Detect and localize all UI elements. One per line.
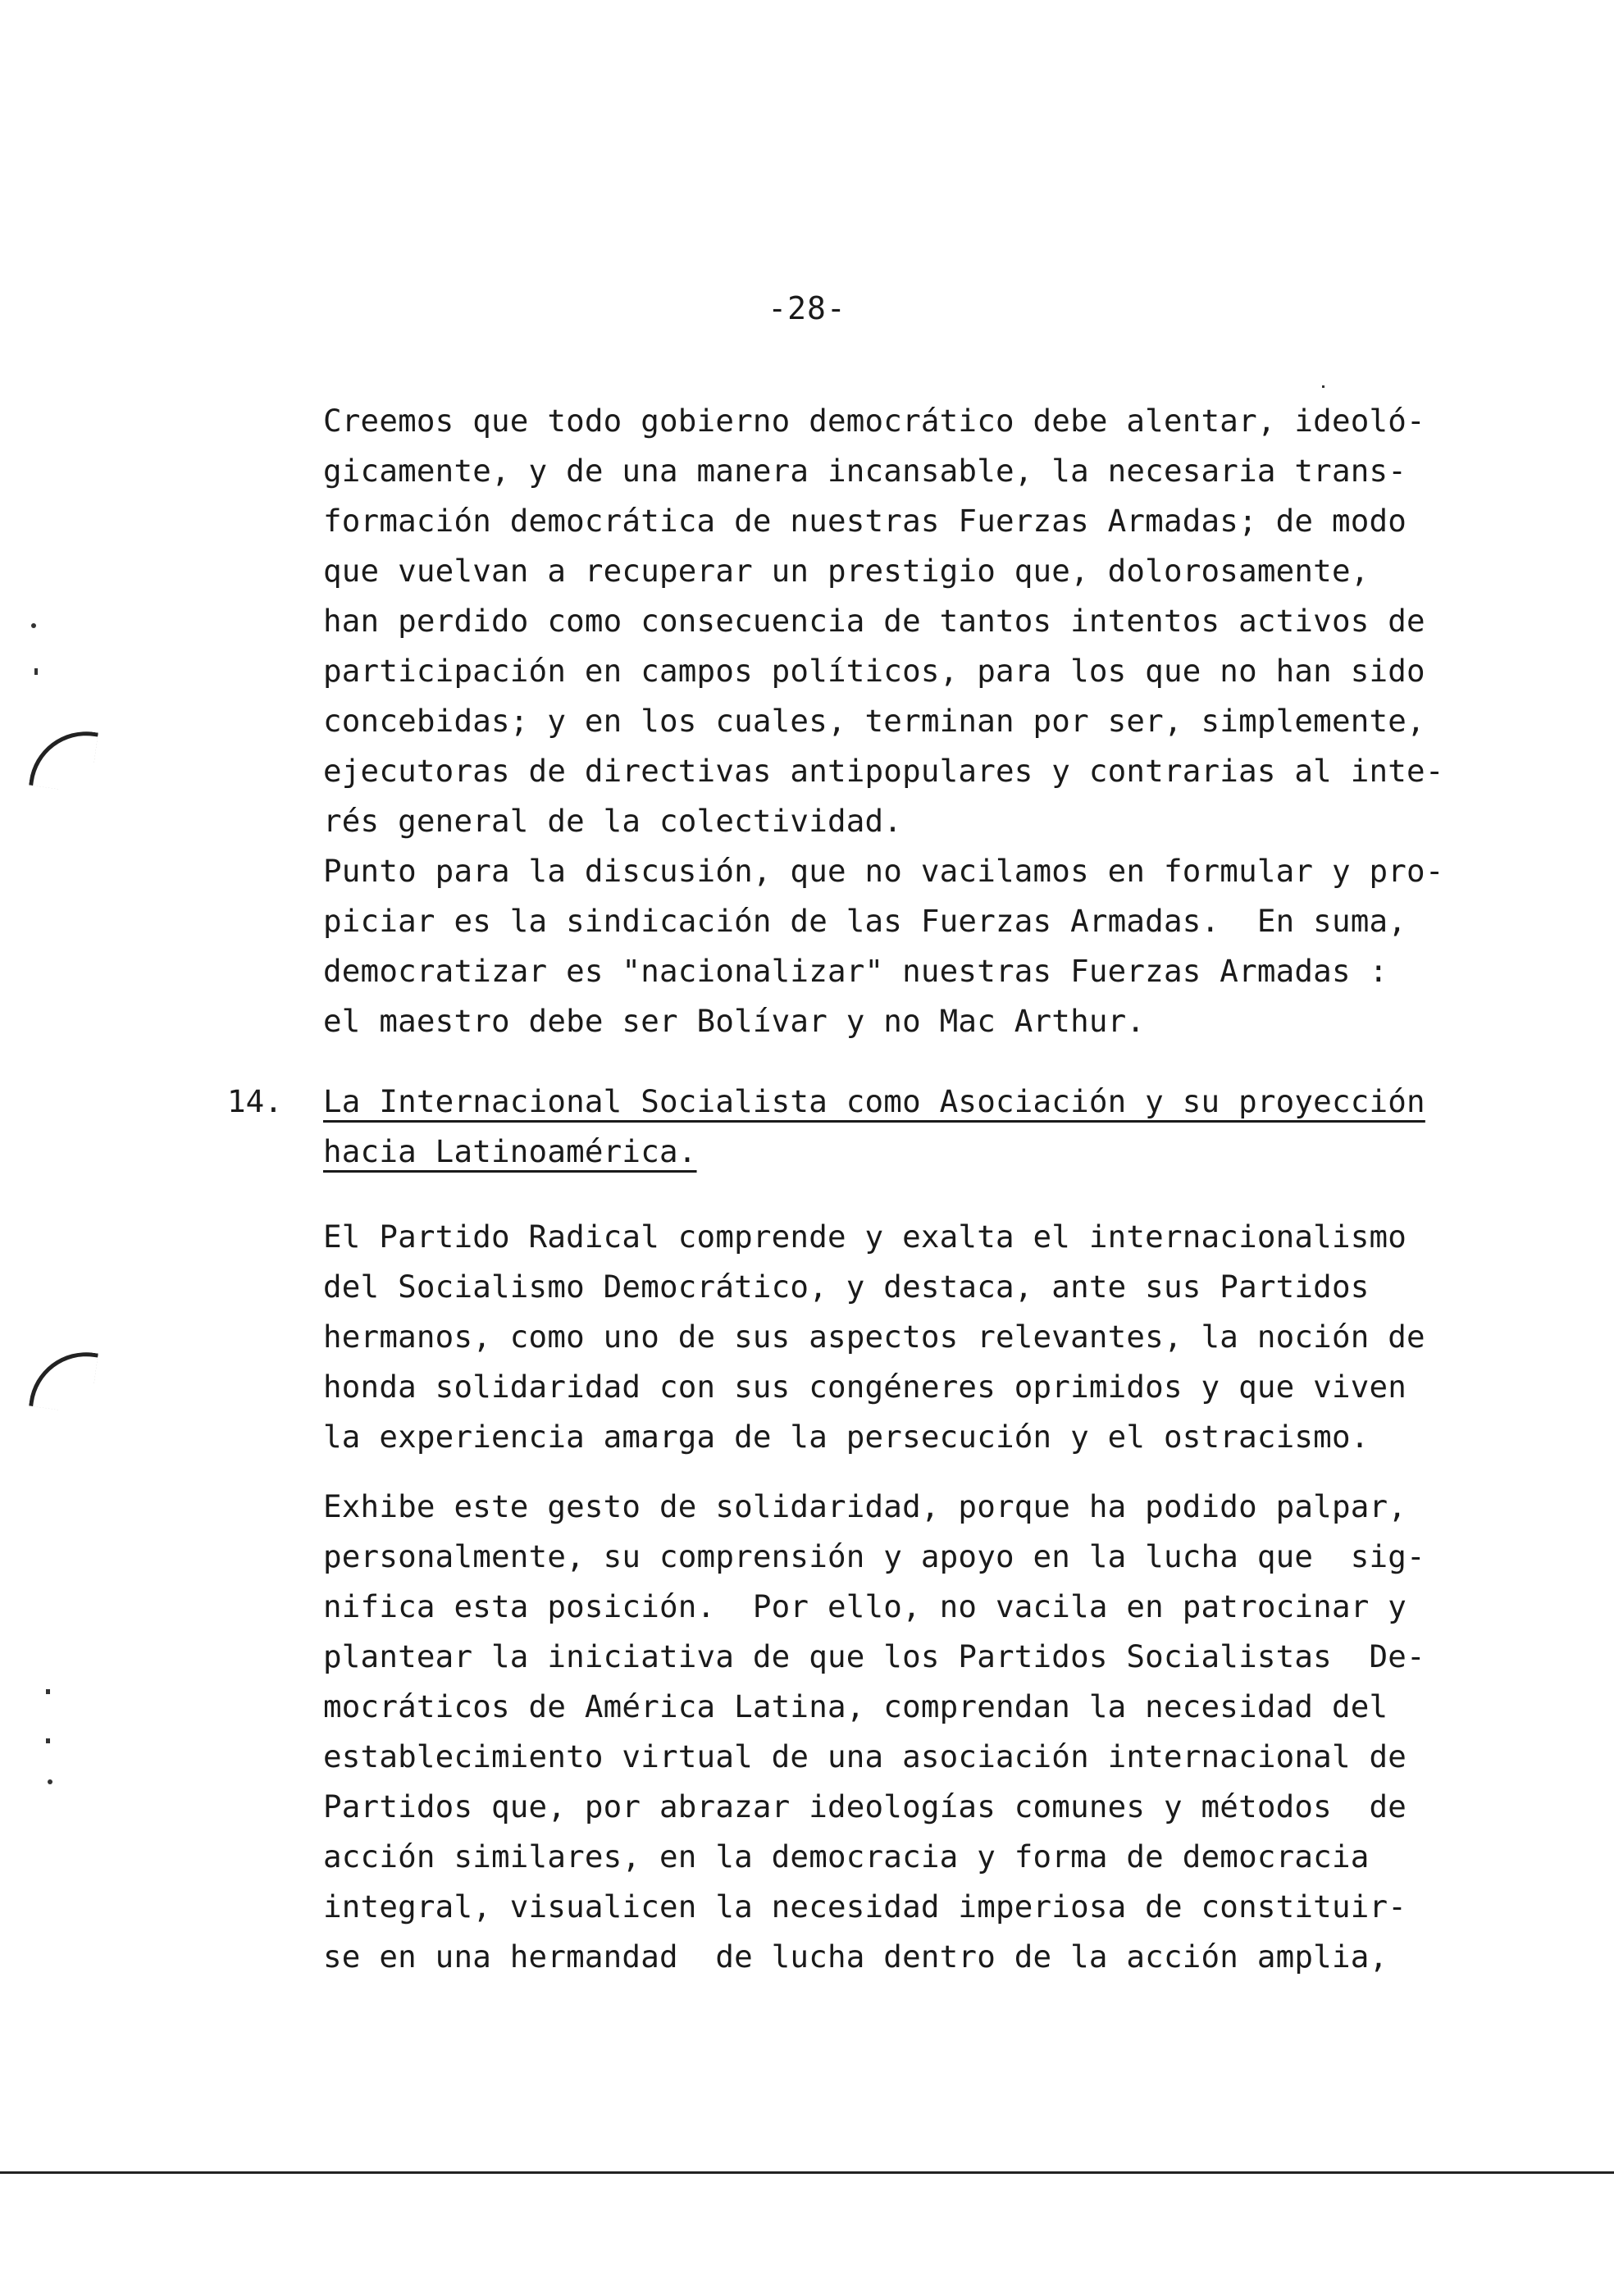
text-line: hermanos, como uno de sus aspectos relevantes, la noción de bbox=[323, 1319, 1425, 1355]
heading-line: La Internacional Socialista como Asociación y su proyección bbox=[323, 1083, 1425, 1119]
text-line: Exhibe este gesto de solidaridad, porque ha podido palpar, bbox=[323, 1488, 1407, 1524]
scan-speck bbox=[46, 1738, 50, 1743]
text-line: personalmente, su comprensión y apoyo en la lucha que sig- bbox=[323, 1538, 1425, 1574]
scan-speck bbox=[31, 623, 36, 628]
heading-line: hacia Latinoamérica. bbox=[323, 1133, 697, 1169]
scan-speck bbox=[34, 668, 38, 675]
text-line: del Socialismo Democrático, y destaca, ante sus Partidos bbox=[323, 1269, 1370, 1305]
punch-hole-mark bbox=[29, 724, 98, 794]
section-heading bbox=[323, 1077, 1512, 1177]
section-number: 14. bbox=[227, 1083, 283, 1119]
text-line: piciar es la sindicación de las Fuerzas Armadas. En suma, bbox=[323, 903, 1407, 939]
scan-speck bbox=[46, 1689, 50, 1694]
text-line: establecimiento virtual de una asociación internacional de bbox=[323, 1738, 1407, 1774]
text-line: rés general de la colectividad. bbox=[323, 803, 903, 839]
paragraph-fuerzas-armadas bbox=[323, 396, 1512, 1046]
scan-speck bbox=[48, 1779, 52, 1784]
text-line: El Partido Radical comprende y exalta el internacionalismo bbox=[323, 1219, 1407, 1255]
text-line: nifica esta posición. Por ello, no vacila en patrocinar y bbox=[323, 1588, 1407, 1624]
punch-hole-mark bbox=[29, 1345, 98, 1414]
text-line: han perdido como consecuencia de tantos intentos activos de bbox=[323, 603, 1425, 639]
paragraph-solidaridad bbox=[323, 1482, 1512, 1982]
text-line: acción similares, en la democracia y forma de democracia bbox=[323, 1838, 1370, 1875]
scan-speck bbox=[1322, 385, 1324, 388]
text-line: Creemos que todo gobierno democrático debe alentar, ideoló- bbox=[323, 403, 1425, 439]
text-line: plantear la iniciativa de que los Partidos Socialistas De- bbox=[323, 1638, 1425, 1674]
text-line: la experiencia amarga de la persecución y el ostracismo. bbox=[323, 1419, 1370, 1455]
text-line: Punto para la discusión, que no vacilamos en formular y pro- bbox=[323, 853, 1444, 889]
text-line: integral, visualicen la necesidad imperiosa de constituir- bbox=[323, 1888, 1407, 1925]
text-line: se en una hermandad de lucha dentro de la acción amplia, bbox=[323, 1938, 1388, 1975]
text-line: Partidos que, por abrazar ideologías comunes y métodos de bbox=[323, 1788, 1407, 1824]
text-line: que vuelvan a recuperar un prestigio que, dolorosamente, bbox=[323, 553, 1370, 589]
text-line: democratizar es "nacionalizar" nuestras Fuerzas Armadas : bbox=[323, 953, 1388, 989]
page-number: -28- bbox=[768, 290, 846, 326]
paragraph-internacionalismo bbox=[323, 1212, 1512, 1462]
text-line: participación en campos políticos, para los que no han sido bbox=[323, 653, 1425, 689]
text-line: ejecutoras de directivas antipopulares y contrarias al inte- bbox=[323, 753, 1444, 789]
text-line: mocráticos de América Latina, comprendan la necesidad del bbox=[323, 1688, 1388, 1724]
bottom-rule bbox=[0, 2171, 1614, 2174]
text-line: el maestro debe ser Bolívar y no Mac Arthur. bbox=[323, 1003, 1146, 1039]
text-line: honda solidaridad con sus congéneres oprimidos y que viven bbox=[323, 1369, 1407, 1405]
text-line: formación democrática de nuestras Fuerzas Armadas; de modo bbox=[323, 503, 1407, 539]
text-line: concebidas; y en los cuales, terminan por ser, simplemente, bbox=[323, 703, 1425, 739]
text-line: gicamente, y de una manera incansable, la necesaria trans- bbox=[323, 453, 1407, 489]
